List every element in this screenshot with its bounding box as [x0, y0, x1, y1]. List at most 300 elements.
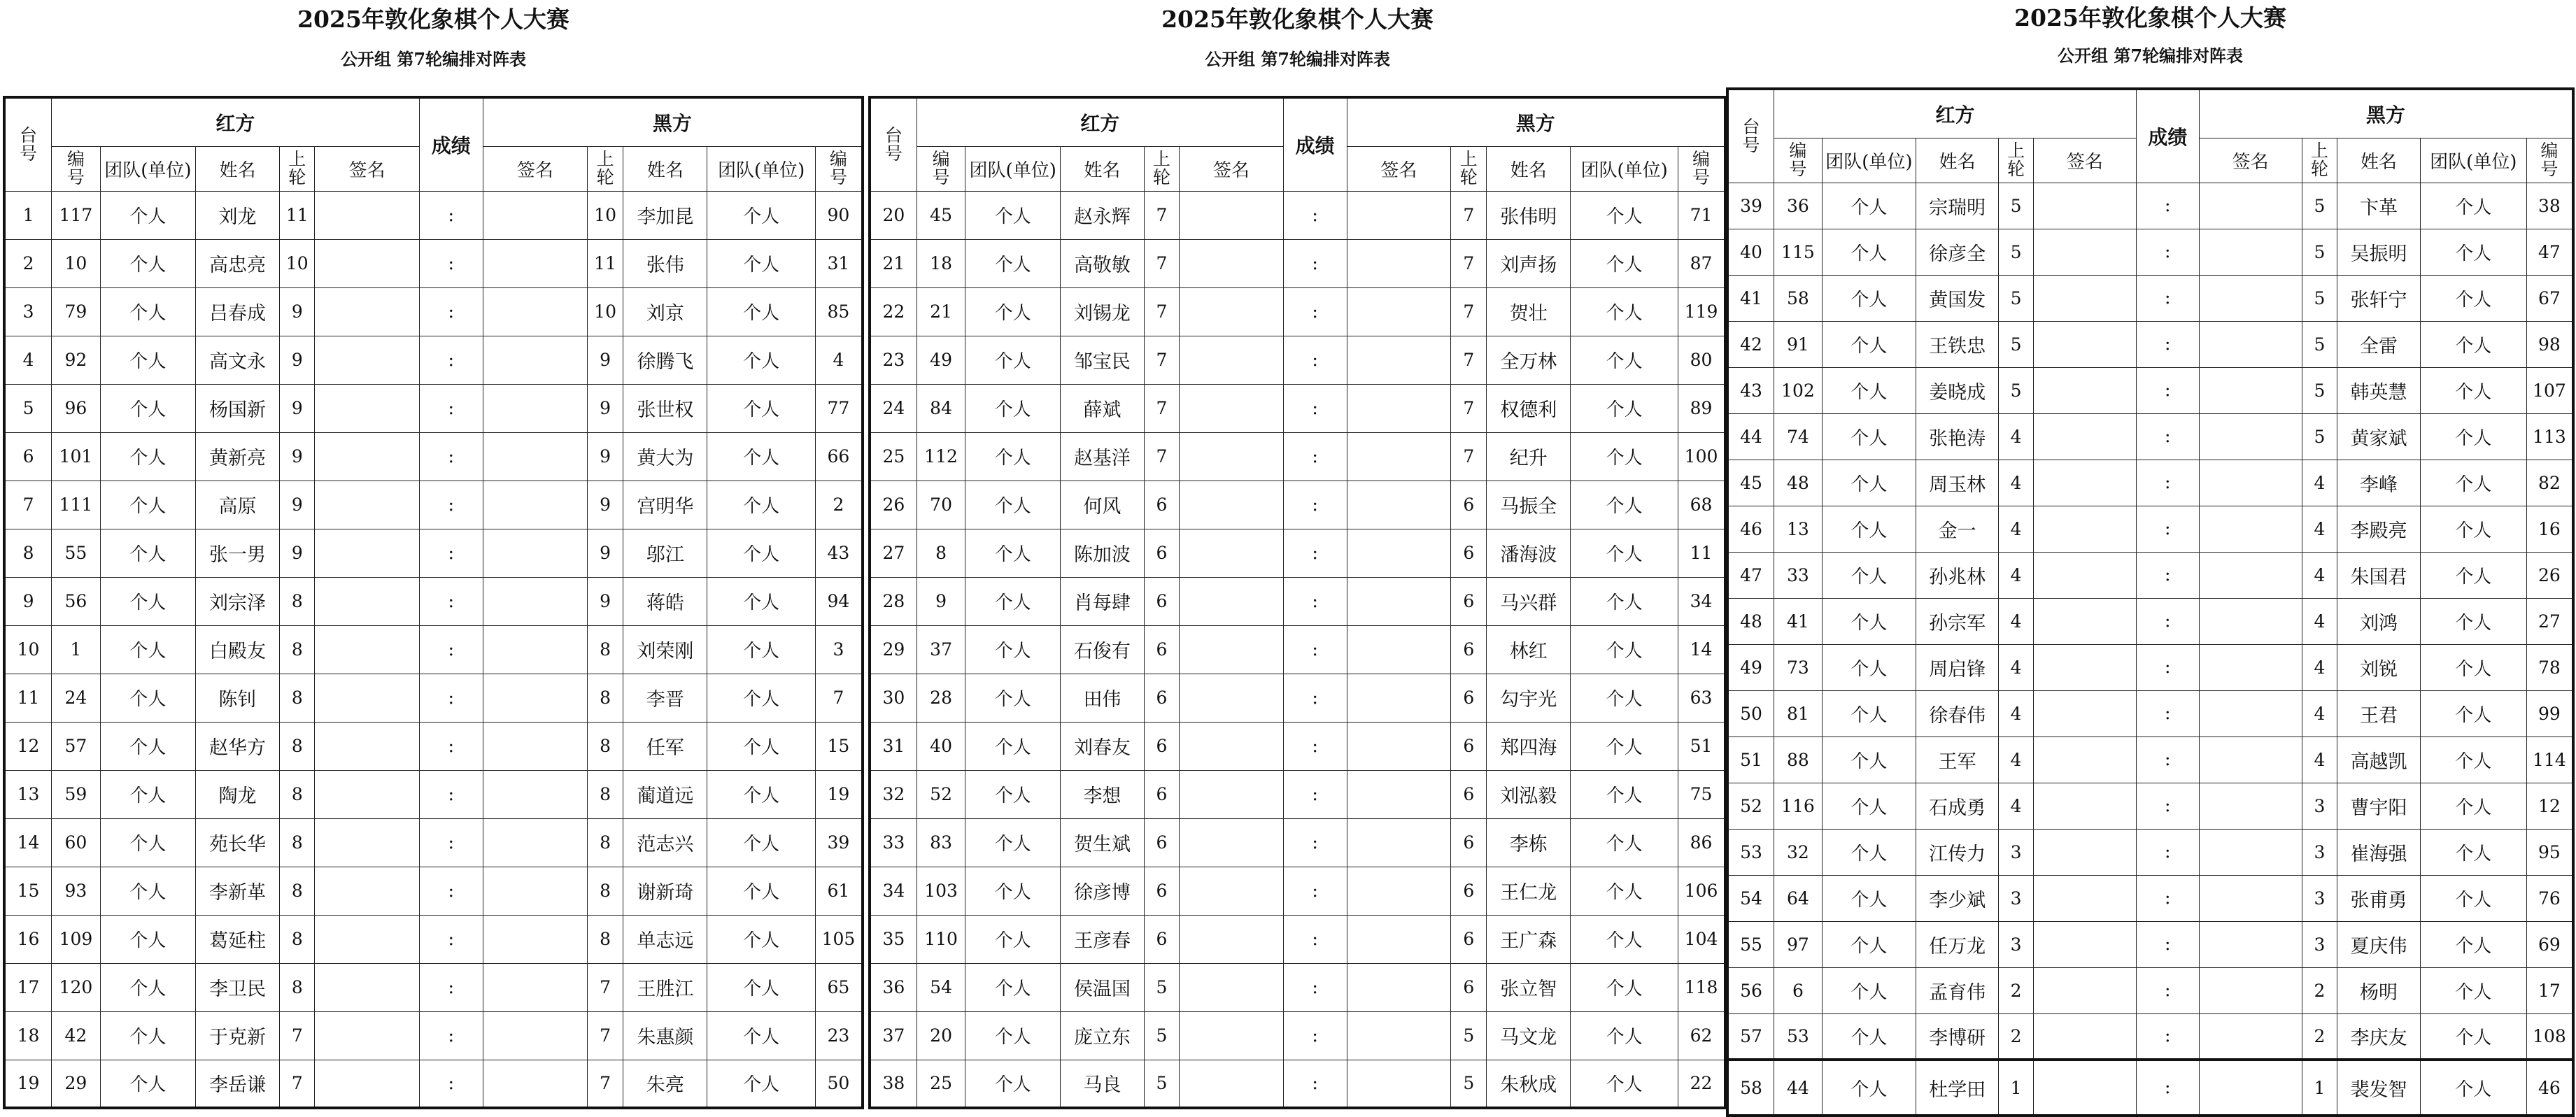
black-team: 个人	[707, 963, 815, 1011]
black-id: 4	[815, 336, 863, 384]
red-name: 张一男	[195, 529, 279, 577]
black-id: 98	[2526, 321, 2573, 367]
red-sign	[315, 191, 419, 239]
red-id: 41	[1774, 598, 1823, 644]
black-team: 个人	[707, 577, 815, 625]
black-last-round: 5	[2302, 229, 2337, 275]
red-team: 个人	[1822, 413, 1916, 460]
header-black-sign: 签名	[1347, 146, 1451, 191]
black-sign	[1347, 577, 1451, 625]
black-last-round: 5	[1451, 1011, 1487, 1060]
black-name: 刘京	[623, 287, 707, 336]
board-number: 29	[870, 625, 917, 674]
board-number: 32	[870, 770, 917, 818]
red-team: 个人	[965, 770, 1061, 818]
header-black-side: 黑方	[483, 97, 863, 146]
red-name: 高敬敏	[1061, 239, 1145, 287]
red-id: 57	[52, 722, 101, 770]
red-last-round: 9	[280, 481, 315, 529]
red-id: 92	[52, 336, 101, 384]
pairing-row	[1727, 183, 2573, 229]
result-cell: :	[2136, 598, 2199, 644]
black-id: 31	[815, 239, 863, 287]
red-sign	[2033, 275, 2136, 321]
board-number: 14	[4, 818, 52, 867]
black-id: 19	[815, 770, 863, 818]
pairing-table	[3, 96, 864, 1109]
black-last-round: 2	[2302, 967, 2337, 1013]
black-sign	[2199, 921, 2302, 967]
board-number: 26	[870, 481, 917, 529]
red-sign	[2033, 644, 2136, 690]
black-last-round: 8	[587, 818, 623, 867]
black-last-round: 7	[1451, 239, 1487, 287]
red-name: 徐春伟	[1916, 690, 1998, 737]
black-team: 个人	[707, 867, 815, 915]
red-sign	[2033, 690, 2136, 737]
result-cell: :	[1283, 674, 1347, 722]
pairing-row	[1727, 1013, 2573, 1060]
black-last-round: 5	[2302, 183, 2337, 229]
black-name: 张轩宁	[2337, 275, 2420, 321]
red-id: 32	[1774, 829, 1823, 875]
black-id: 100	[1678, 432, 1725, 481]
pairing-row	[4, 722, 863, 770]
black-sign	[483, 287, 587, 336]
header-red-sign: 签名	[1180, 146, 1284, 191]
black-sign	[1347, 1060, 1451, 1108]
black-name: 马兴群	[1487, 577, 1571, 625]
red-id: 88	[1774, 737, 1823, 783]
red-sign	[315, 625, 419, 674]
black-sign	[483, 191, 587, 239]
red-name: 江传力	[1916, 829, 1998, 875]
red-sign	[1180, 674, 1284, 722]
black-team: 个人	[1571, 674, 1678, 722]
result-cell: :	[419, 722, 483, 770]
board-number: 58	[1727, 1060, 1774, 1116]
black-id: 26	[2526, 552, 2573, 598]
black-name: 马文龙	[1487, 1011, 1571, 1060]
black-name: 崔海强	[2337, 829, 2420, 875]
header-result: 成绩	[419, 97, 483, 191]
header-red-name: 姓名	[1916, 138, 1998, 183]
red-name: 高文永	[195, 336, 279, 384]
red-sign	[315, 963, 419, 1011]
black-last-round: 7	[1451, 336, 1487, 384]
red-name: 周启锋	[1916, 644, 1998, 690]
board-number: 4	[4, 336, 52, 384]
red-id: 111	[52, 481, 101, 529]
black-team: 个人	[707, 191, 815, 239]
board-number: 5	[4, 384, 52, 432]
red-name: 任万龙	[1916, 921, 1998, 967]
board-number: 6	[4, 432, 52, 481]
board-number: 57	[1727, 1013, 1774, 1060]
board-number: 56	[1727, 967, 1774, 1013]
red-team: 个人	[965, 481, 1061, 529]
black-sign	[2199, 460, 2302, 506]
red-last-round: 6	[1144, 722, 1179, 770]
pairing-row	[870, 915, 1725, 963]
result-cell: :	[419, 287, 483, 336]
black-name: 贺壮	[1487, 287, 1571, 336]
black-name: 范志兴	[623, 818, 707, 867]
red-id: 29	[52, 1060, 101, 1108]
board-number: 20	[870, 191, 917, 239]
pairing-row	[4, 191, 863, 239]
red-team: 个人	[100, 1060, 195, 1108]
board-number: 21	[870, 239, 917, 287]
red-team: 个人	[965, 1060, 1061, 1108]
black-last-round: 8	[587, 915, 623, 963]
red-team: 个人	[100, 1011, 195, 1060]
red-team: 个人	[965, 963, 1061, 1011]
pairing-row	[870, 1060, 1725, 1108]
red-last-round: 7	[1144, 287, 1179, 336]
red-sign	[2033, 737, 2136, 783]
black-sign	[483, 722, 587, 770]
pairing-row	[1727, 275, 2573, 321]
black-last-round: 6	[1451, 625, 1487, 674]
red-name: 王铁忠	[1916, 321, 1998, 367]
black-team: 个人	[707, 384, 815, 432]
red-sign	[315, 770, 419, 818]
result-cell: :	[1283, 432, 1347, 481]
red-id: 9	[917, 577, 965, 625]
board-number: 17	[4, 963, 52, 1011]
board-number: 22	[870, 287, 917, 336]
red-sign	[1180, 191, 1284, 239]
red-id: 58	[1774, 275, 1823, 321]
black-last-round: 3	[2302, 829, 2337, 875]
pairing-row	[1727, 875, 2573, 921]
red-id: 73	[1774, 644, 1823, 690]
pairing-row	[870, 963, 1725, 1011]
black-last-round: 8	[587, 770, 623, 818]
header-table-no: 台 号	[1727, 89, 1774, 183]
black-team: 个人	[2420, 737, 2526, 783]
red-sign	[1180, 722, 1284, 770]
red-sign	[2033, 921, 2136, 967]
red-id: 96	[52, 384, 101, 432]
black-sign	[1347, 770, 1451, 818]
board-number: 1	[4, 191, 52, 239]
red-last-round: 5	[1999, 183, 2034, 229]
black-name: 蒋皓	[623, 577, 707, 625]
red-last-round: 8	[280, 577, 315, 625]
black-team: 个人	[707, 287, 815, 336]
board-number: 3	[4, 287, 52, 336]
result-cell: :	[1283, 625, 1347, 674]
pairing-row	[4, 481, 863, 529]
red-last-round: 6	[1144, 867, 1179, 915]
header-black-last-round: 上 轮	[1451, 146, 1487, 191]
pairing-row	[870, 239, 1725, 287]
pairing-row	[4, 770, 863, 818]
black-team: 个人	[1571, 432, 1678, 481]
red-last-round: 4	[1999, 598, 2034, 644]
red-team: 个人	[100, 577, 195, 625]
pairing-row	[1727, 829, 2573, 875]
red-last-round: 4	[1999, 552, 2034, 598]
red-sign	[1180, 1060, 1284, 1108]
result-cell: :	[1283, 239, 1347, 287]
red-id: 102	[1774, 367, 1823, 413]
pairing-row	[1727, 737, 2573, 783]
header-red-team: 团队(单位)	[965, 146, 1061, 191]
black-team: 个人	[2420, 875, 2526, 921]
red-team: 个人	[100, 722, 195, 770]
result-cell: :	[419, 1011, 483, 1060]
black-sign	[483, 432, 587, 481]
black-last-round: 7	[1451, 384, 1487, 432]
red-team: 个人	[1822, 921, 1916, 967]
board-number: 27	[870, 529, 917, 577]
red-id: 25	[917, 1060, 965, 1108]
header-red-last-round: 上 轮	[280, 146, 315, 191]
header-result: 成绩	[2136, 89, 2199, 183]
board-number: 9	[4, 577, 52, 625]
red-sign	[2033, 1013, 2136, 1060]
black-last-round: 10	[587, 287, 623, 336]
black-last-round: 4	[2302, 737, 2337, 783]
red-name: 李岳谦	[195, 1060, 279, 1108]
black-last-round: 4	[2302, 460, 2337, 506]
red-team: 个人	[100, 915, 195, 963]
result-cell: :	[419, 239, 483, 287]
red-team: 个人	[965, 818, 1061, 867]
red-team: 个人	[965, 529, 1061, 577]
red-team: 个人	[1822, 690, 1916, 737]
board-number: 18	[4, 1011, 52, 1060]
black-id: 76	[2526, 875, 2573, 921]
black-id: 46	[2526, 1060, 2573, 1116]
red-id: 33	[1774, 552, 1823, 598]
header-black-sign: 签名	[2199, 138, 2302, 183]
header-black-side: 黑方	[2199, 89, 2573, 138]
black-team: 个人	[2420, 783, 2526, 829]
red-last-round: 9	[280, 384, 315, 432]
red-name: 宗瑞明	[1916, 183, 1998, 229]
board-number: 25	[870, 432, 917, 481]
board-number: 38	[870, 1060, 917, 1108]
red-last-round: 10	[280, 239, 315, 287]
red-last-round: 6	[1144, 481, 1179, 529]
red-sign	[2033, 413, 2136, 460]
red-last-round: 4	[1999, 460, 2034, 506]
result-cell: :	[419, 191, 483, 239]
red-sign	[1180, 915, 1284, 963]
red-last-round: 5	[1999, 229, 2034, 275]
red-id: 84	[917, 384, 965, 432]
red-last-round: 6	[1144, 818, 1179, 867]
black-team: 个人	[1571, 867, 1678, 915]
header-black-team: 团队(单位)	[707, 146, 815, 191]
red-name: 赵永辉	[1061, 191, 1145, 239]
pairing-row	[870, 674, 1725, 722]
red-team: 个人	[100, 625, 195, 674]
black-last-round: 7	[587, 1060, 623, 1108]
red-id: 109	[52, 915, 101, 963]
black-name: 黄家斌	[2337, 413, 2420, 460]
result-cell: :	[1283, 1011, 1347, 1060]
black-last-round: 6	[1451, 722, 1487, 770]
red-team: 个人	[1822, 460, 1916, 506]
black-id: 77	[815, 384, 863, 432]
black-sign	[2199, 1060, 2302, 1116]
red-sign	[2033, 321, 2136, 367]
black-sign	[1347, 674, 1451, 722]
pairing-row	[4, 577, 863, 625]
black-last-round: 5	[2302, 321, 2337, 367]
black-sign	[1347, 481, 1451, 529]
red-name: 陶龙	[195, 770, 279, 818]
black-sign	[2199, 275, 2302, 321]
black-sign	[1347, 818, 1451, 867]
black-id: 86	[1678, 818, 1725, 867]
result-cell: :	[1283, 867, 1347, 915]
red-name: 张艳涛	[1916, 413, 1998, 460]
red-sign	[1180, 481, 1284, 529]
black-last-round: 7	[587, 963, 623, 1011]
result-cell: :	[1283, 577, 1347, 625]
red-name: 周玉林	[1916, 460, 1998, 506]
pairing-row	[870, 287, 1725, 336]
red-sign	[315, 818, 419, 867]
red-last-round: 3	[1999, 921, 2034, 967]
pairing-row	[870, 722, 1725, 770]
black-last-round: 6	[1451, 818, 1487, 867]
round-subtitle: 公开组 第7轮编排对阵表	[1204, 49, 1391, 69]
red-name: 白殿友	[195, 625, 279, 674]
black-team: 个人	[2420, 413, 2526, 460]
red-last-round: 5	[1144, 1011, 1179, 1060]
red-team: 个人	[100, 432, 195, 481]
black-name: 邬江	[623, 529, 707, 577]
board-number: 49	[1727, 644, 1774, 690]
black-name: 单志远	[623, 915, 707, 963]
red-last-round: 9	[280, 432, 315, 481]
red-id: 24	[52, 674, 101, 722]
black-id: 95	[2526, 829, 2573, 875]
board-number: 48	[1727, 598, 1774, 644]
red-name: 刘龙	[195, 191, 279, 239]
board-number: 47	[1727, 552, 1774, 598]
black-last-round: 8	[587, 722, 623, 770]
black-team: 个人	[1571, 481, 1678, 529]
black-sign	[1347, 239, 1451, 287]
red-name: 石俊有	[1061, 625, 1145, 674]
red-last-round: 6	[1144, 577, 1179, 625]
black-id: 107	[2526, 367, 2573, 413]
pairing-row	[870, 818, 1725, 867]
black-team: 个人	[707, 239, 815, 287]
black-id: 47	[2526, 229, 2573, 275]
red-name: 姜晓成	[1916, 367, 1998, 413]
result-cell: :	[2136, 875, 2199, 921]
result-cell: :	[2136, 690, 2199, 737]
black-sign	[2199, 506, 2302, 552]
red-sign	[2033, 598, 2136, 644]
black-id: 27	[2526, 598, 2573, 644]
black-id: 67	[2526, 275, 2573, 321]
result-cell: :	[419, 625, 483, 674]
black-team: 个人	[2420, 598, 2526, 644]
black-name: 杨明	[2337, 967, 2420, 1013]
red-id: 10	[52, 239, 101, 287]
black-last-round: 5	[1451, 1060, 1487, 1108]
board-number: 30	[870, 674, 917, 722]
red-last-round: 5	[1999, 367, 2034, 413]
result-cell: :	[419, 336, 483, 384]
black-sign	[1347, 625, 1451, 674]
red-id: 60	[52, 818, 101, 867]
black-name: 刘锐	[2337, 644, 2420, 690]
black-last-round: 8	[587, 625, 623, 674]
result-cell: :	[419, 818, 483, 867]
black-name: 吴振明	[2337, 229, 2420, 275]
red-id: 120	[52, 963, 101, 1011]
black-team: 个人	[2420, 1013, 2526, 1060]
black-name: 刘荣刚	[623, 625, 707, 674]
black-id: 104	[1678, 915, 1725, 963]
pairing-row	[4, 239, 863, 287]
red-id: 6	[1774, 967, 1823, 1013]
black-name: 李栋	[1487, 818, 1571, 867]
black-team: 个人	[1571, 818, 1678, 867]
board-number: 55	[1727, 921, 1774, 967]
result-cell: :	[1283, 336, 1347, 384]
pairing-row	[4, 336, 863, 384]
pairing-row	[4, 915, 863, 963]
black-sign	[483, 770, 587, 818]
red-last-round: 7	[280, 1060, 315, 1108]
pairing-row	[1727, 367, 2573, 413]
red-last-round: 3	[1999, 875, 2034, 921]
header-black-name: 姓名	[2337, 138, 2420, 183]
black-id: 71	[1678, 191, 1725, 239]
black-team: 个人	[2420, 1060, 2526, 1116]
red-sign	[1180, 1011, 1284, 1060]
header-black-last-round: 上 轮	[2302, 138, 2337, 183]
black-id: 66	[815, 432, 863, 481]
pairing-row	[1727, 552, 2573, 598]
black-name: 夏庆伟	[2337, 921, 2420, 967]
red-team: 个人	[100, 963, 195, 1011]
black-id: 78	[2526, 644, 2573, 690]
red-name: 王彦春	[1061, 915, 1145, 963]
red-team: 个人	[1822, 967, 1916, 1013]
red-last-round: 4	[1999, 690, 2034, 737]
red-last-round: 4	[1999, 506, 2034, 552]
red-team: 个人	[965, 625, 1061, 674]
pairing-row	[1727, 321, 2573, 367]
result-cell: :	[2136, 321, 2199, 367]
red-last-round: 7	[1144, 239, 1179, 287]
black-sign	[483, 625, 587, 674]
result-cell: :	[2136, 1013, 2199, 1060]
black-team: 个人	[707, 481, 815, 529]
header-black-sign: 签名	[483, 146, 587, 191]
black-name: 张伟	[623, 239, 707, 287]
black-name: 王君	[2337, 690, 2420, 737]
red-id: 13	[1774, 506, 1823, 552]
pairing-row	[1727, 506, 2573, 552]
pairing-row	[1727, 644, 2573, 690]
black-team: 个人	[2420, 321, 2526, 367]
red-team: 个人	[1822, 552, 1916, 598]
